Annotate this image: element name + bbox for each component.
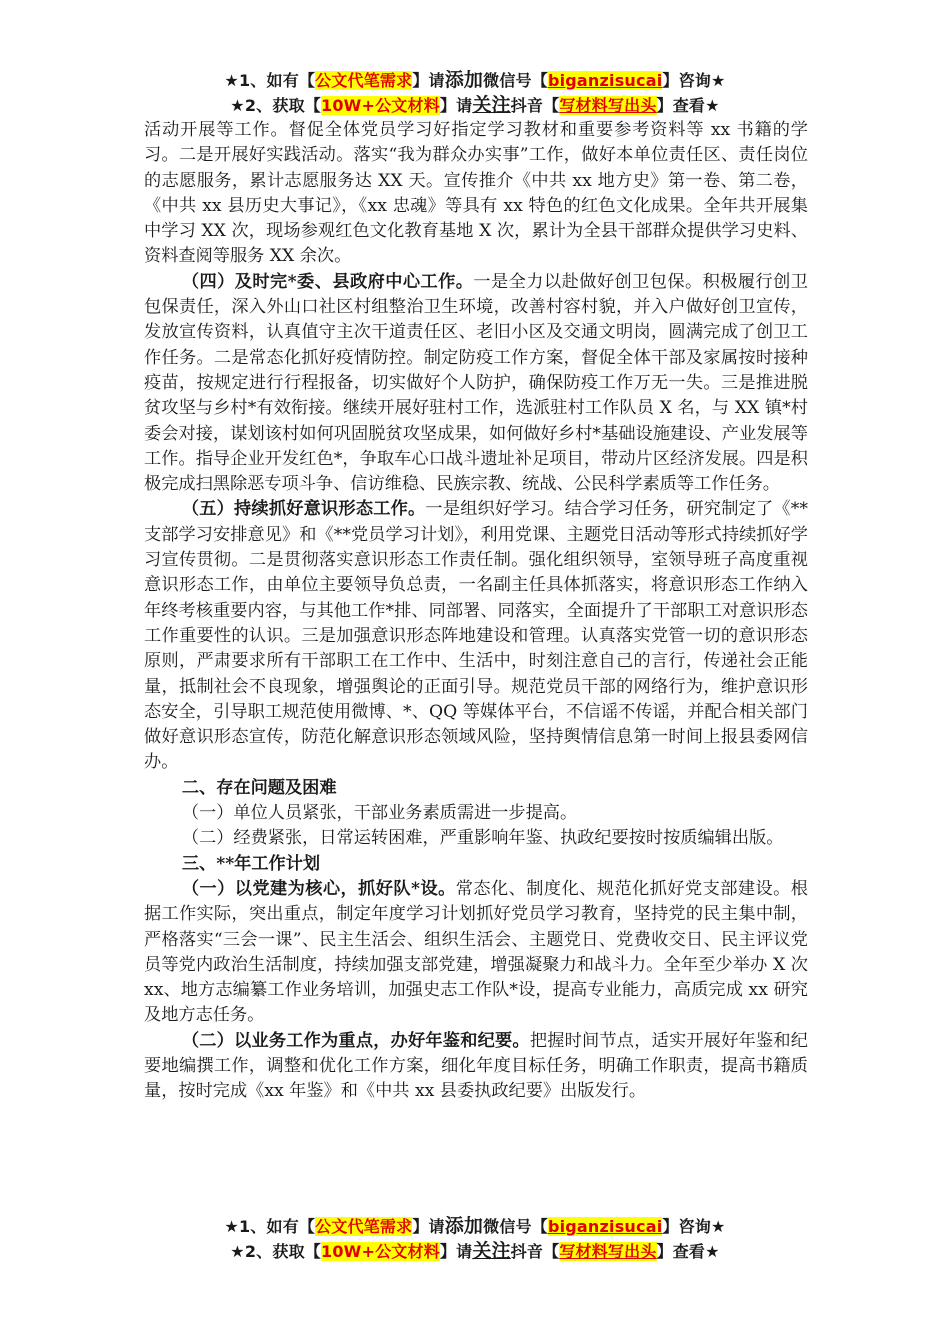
paragraph <box>144 270 808 498</box>
banner-text: 】咨询★ <box>662 1217 726 1236</box>
banner-text: 】查看★ <box>656 1242 720 1261</box>
paragraph <box>144 877 808 1029</box>
banner-emphasis: 关注 <box>472 94 511 116</box>
paragraph <box>144 1029 808 1105</box>
paragraph: 活动开展等工作。督促全体党员学习好指定学习教材和重要参考资料等 xx 书籍的学习。二是开展好实践活动。落实“我为群众办实事”工作，做好本单位责任区、责任岗位的志愿服务，累计志愿服务达 XX 天。宣传推介《中共 xx 地方史》第一卷、第二卷，《中共 xx 县历史大事记》，《xx 忠魂》等具有 xx 特色的红色文化成果。全年共开展集中学习 XX 次，现场参观红色文化教育基地 X 次，累计为全县干部群众提供学习史料、资料查阅等服务 XX 余次。 <box>144 120 808 267</box>
section-heading: （一）以党建为核心，抓好队*设。 <box>181 878 456 899</box>
paragraph-text: 常态化、制度化、规范化抓好党支部建设。根据工作实际，突出重点，制定年度学习计划抓好党员学习教育，坚持党的民主集中制，严格落实“三会一课”、民主生活会、组织生活会、主题党日、党费收交日、民主评议党员等党内政治生活制度，持续加强支部党建，增强凝聚力和战斗力。全年至少举办 X 次 xx、地方志编纂工作业务培训，加强史志工作队*设，提高专业能力，高质完成 xx 研究及地方志任务。 <box>144 878 808 1026</box>
banner-emphasis: 关注 <box>472 1240 511 1262</box>
section-heading: （二）以业务工作为重点，办好年鉴和纪要。 <box>181 1030 530 1051</box>
highlight-materials: 10W+公文材料 <box>320 96 440 115</box>
highlight-materials: 10W+公文材料 <box>320 1242 440 1261</box>
banner-text: 】咨询★ <box>662 71 726 90</box>
banner-text: 】请 <box>412 71 445 90</box>
douyin-account[interactable]: 写材料写出头 <box>559 96 657 115</box>
header-banner <box>0 68 950 118</box>
banner-line-2 <box>0 1239 950 1264</box>
banner-emphasis: 添加 <box>444 69 484 91</box>
wechat-id[interactable]: biganzisucai <box>547 1217 663 1236</box>
document-body <box>144 118 808 1105</box>
banner-line-1 <box>0 68 950 93</box>
banner-text: 】请 <box>439 96 473 115</box>
banner-text: 】请 <box>439 1242 473 1261</box>
paragraph-text: 一是全力以赴做好创卫包保。积极履行创卫包保责任，深入外山口社区村组整治卫生环境，改善村容村貌，并入户做好创卫宣传，发放宣传资料，认真值守主次干道责任区、老旧小区及交通文明岗，圆满完成了创卫工作任务。二是常态化抓好疫情防控。制定防疫工作方案，督促全体干部及家属按时接种疫苗，按规定进行行程报备，切实做好个人防护，确保防疫工作万无一失。三是推进脱贫攻坚与乡村*有效衔接。继续开展好驻村工作，选派驻村工作队员 X 名，与 XX 镇*村委会对接，谋划该村如何巩固脱贫攻坚成果，如何做好乡村*基础设施建设、产业发展等工作。指导企业开发红色*，争取车心口战斗遗址补足项目，带动片区经济发展。四是积极完成扫黑除恶专项斗争、信访维稳、民族宗教、统战、公民科学素质等工作任务。 <box>144 271 808 495</box>
banner-text: 抖音【 <box>510 96 560 115</box>
paragraph <box>144 497 808 775</box>
banner-text: ★2、获取【 <box>230 96 321 115</box>
section-heading: （四）及时完*委、县政府中心工作。 <box>181 271 474 292</box>
highlight-service: 公文代笔需求 <box>315 1217 413 1236</box>
banner-text: ★1、如有【 <box>224 1217 316 1236</box>
banner-emphasis: 添加 <box>444 1215 484 1237</box>
paragraph-text: 一是组织好学习。结合学习任务，研究制定了《**支部学习安排意见》和《**党员学习计划》，利用党课、主题党日活动等形式持续抓好学习宣传贯彻。二是贯彻落实意识形态工作责任制。强化组织领导，室领导班子高度重视意识形态工作，由单位主要领导负总责，一名副主任具体抓落实，将意识形态工作纳入年终考核重要内容，与其他工作*排、同部署、同落实，全面提升了干部职工对意识形态工作重要性的认识。三是加强意识形态阵地建设和管理。认真落实党管一切的意识形态原则，严肃要求所有干部职工在工作中、生活中，时刻注意自己的言行，传递社会正能量，抵制社会不良现象，增强舆论的正面引导。规范党员干部的网络行为，维护意识形态安全，引导职工规范使用微博、*、QQ 等媒体平台，不信谣不传谣，并配合相关部门做好意识形态宣传，防范化解意识形态领域风险，坚持舆情信息第一时间上报县委网信办。 <box>144 499 808 773</box>
banner-text: 】查看★ <box>656 96 720 115</box>
footer-banner <box>0 1214 950 1264</box>
banner-text: ★2、获取【 <box>230 1242 321 1261</box>
paragraph: （一）单位人员紧张，干部业务素质需进一步提高。 <box>181 803 578 824</box>
banner-line-1 <box>0 1214 950 1239</box>
wechat-id[interactable]: biganzisucai <box>547 71 663 90</box>
banner-text: 微信号【 <box>483 1217 548 1236</box>
paragraph: （二）经费紧张，日常运转困难，严重影响年鉴、执政纪要按时按质编辑出版。 <box>181 828 784 849</box>
paragraph-text: 把握时间节点，适实开展好年鉴和纪要地编撰工作，调整和优化工作方案，细化年度目标任务，明确工作职责，提高书籍质量，按时完成《xx 年鉴》和《中共 xx 县委执政纪要》出版发行。 <box>144 1030 808 1102</box>
banner-text: 】请 <box>412 1217 445 1236</box>
douyin-account[interactable]: 写材料写出头 <box>559 1242 657 1261</box>
banner-text: 抖音【 <box>510 1242 560 1261</box>
banner-line-2 <box>0 93 950 118</box>
section-heading: （五）持续抓好意识形态工作。 <box>181 499 426 520</box>
banner-text: 微信号【 <box>483 71 548 90</box>
banner-text: ★1、如有【 <box>224 71 316 90</box>
highlight-service: 公文代笔需求 <box>315 71 413 90</box>
chapter-heading: 三、**年工作计划 <box>181 853 321 874</box>
chapter-heading: 二、存在问题及困难 <box>181 777 337 798</box>
